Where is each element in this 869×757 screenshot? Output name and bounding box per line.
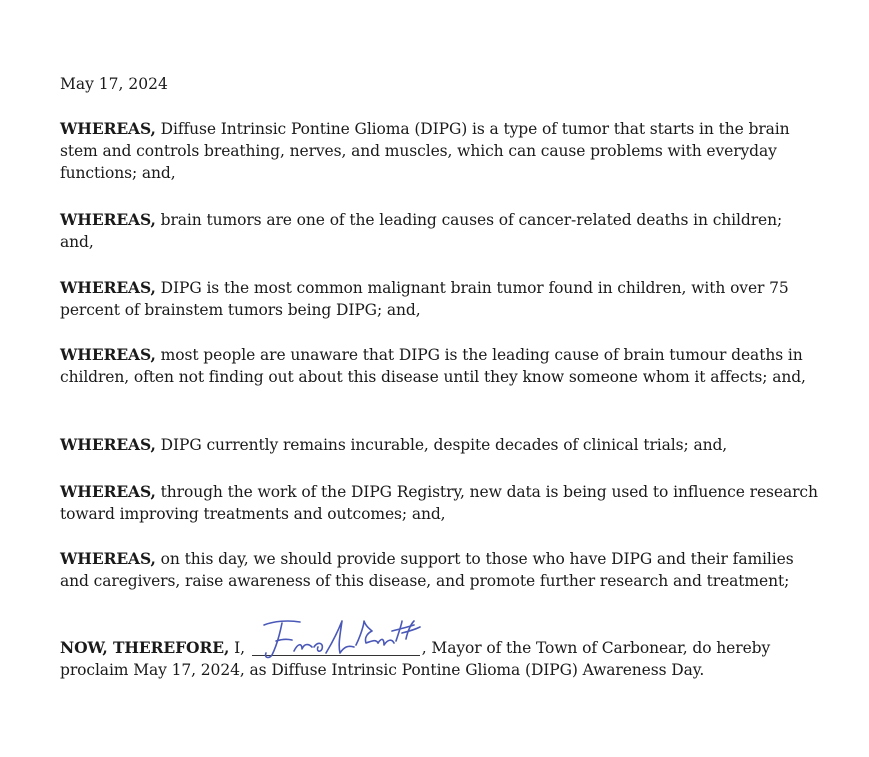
whereas-paragraph-6 bbox=[60, 481, 820, 525]
pronoun-text: I, bbox=[229, 639, 250, 657]
whereas-label: WHEREAS, bbox=[60, 119, 156, 138]
whereas-label: WHEREAS, bbox=[60, 549, 156, 568]
mayor-signature bbox=[250, 617, 422, 661]
whereas-label: WHEREAS, bbox=[60, 435, 156, 454]
signature-block bbox=[250, 637, 422, 659]
whereas-text-4: most people are unaware that DIPG is the leading cause of brain tumour deaths in children, often not finding out about this disease until they know someone whom it affects; and, bbox=[60, 346, 806, 386]
whereas-paragraph-1 bbox=[60, 118, 820, 184]
whereas-label: WHEREAS, bbox=[60, 345, 156, 364]
proclamation-paragraph bbox=[60, 637, 820, 681]
whereas-paragraph-4 bbox=[60, 344, 820, 388]
whereas-label: WHEREAS, bbox=[60, 482, 156, 501]
whereas-paragraph-5 bbox=[60, 434, 820, 456]
whereas-text-6: through the work of the DIPG Registry, new data is being used to influence research toward improving treatments and outcomes; and, bbox=[60, 483, 818, 523]
whereas-text-5: DIPG currently remains incurable, despite decades of clinical trials; and, bbox=[160, 436, 728, 454]
whereas-text-1: Diffuse Intrinsic Pontine Glioma (DIPG) is a type of tumor that starts in the brain stem and controls breathing, nerves, and muscles, which can cause problems with everyday functions; and, bbox=[60, 120, 790, 182]
proclamation-text: , Mayor of the Town of Carbonear, do hereby proclaim May 17, 2024, as Diffuse Intrinsic Pontine Glioma (DIPG) Awareness Day. bbox=[60, 639, 771, 679]
whereas-label: WHEREAS, bbox=[60, 278, 156, 297]
now-therefore-label: NOW, THEREFORE, bbox=[60, 638, 230, 657]
whereas-label: WHEREAS, bbox=[60, 210, 156, 229]
whereas-paragraph-2 bbox=[60, 209, 820, 253]
whereas-text-2: brain tumors are one of the leading causes of cancer-related deaths in children; and, bbox=[60, 211, 783, 251]
whereas-paragraph-3 bbox=[60, 277, 820, 321]
document-date: May 17, 2024 bbox=[60, 75, 168, 93]
whereas-text-3: DIPG is the most common malignant brain tumor found in children, with over 75 percent of brainstem tumors being DIPG; and, bbox=[60, 279, 789, 319]
whereas-paragraph-7 bbox=[60, 548, 820, 592]
whereas-text-7: on this day, we should provide support to those who have DIPG and their families and caregivers, raise awareness of this disease, and promote further research and treatment; bbox=[60, 550, 794, 590]
